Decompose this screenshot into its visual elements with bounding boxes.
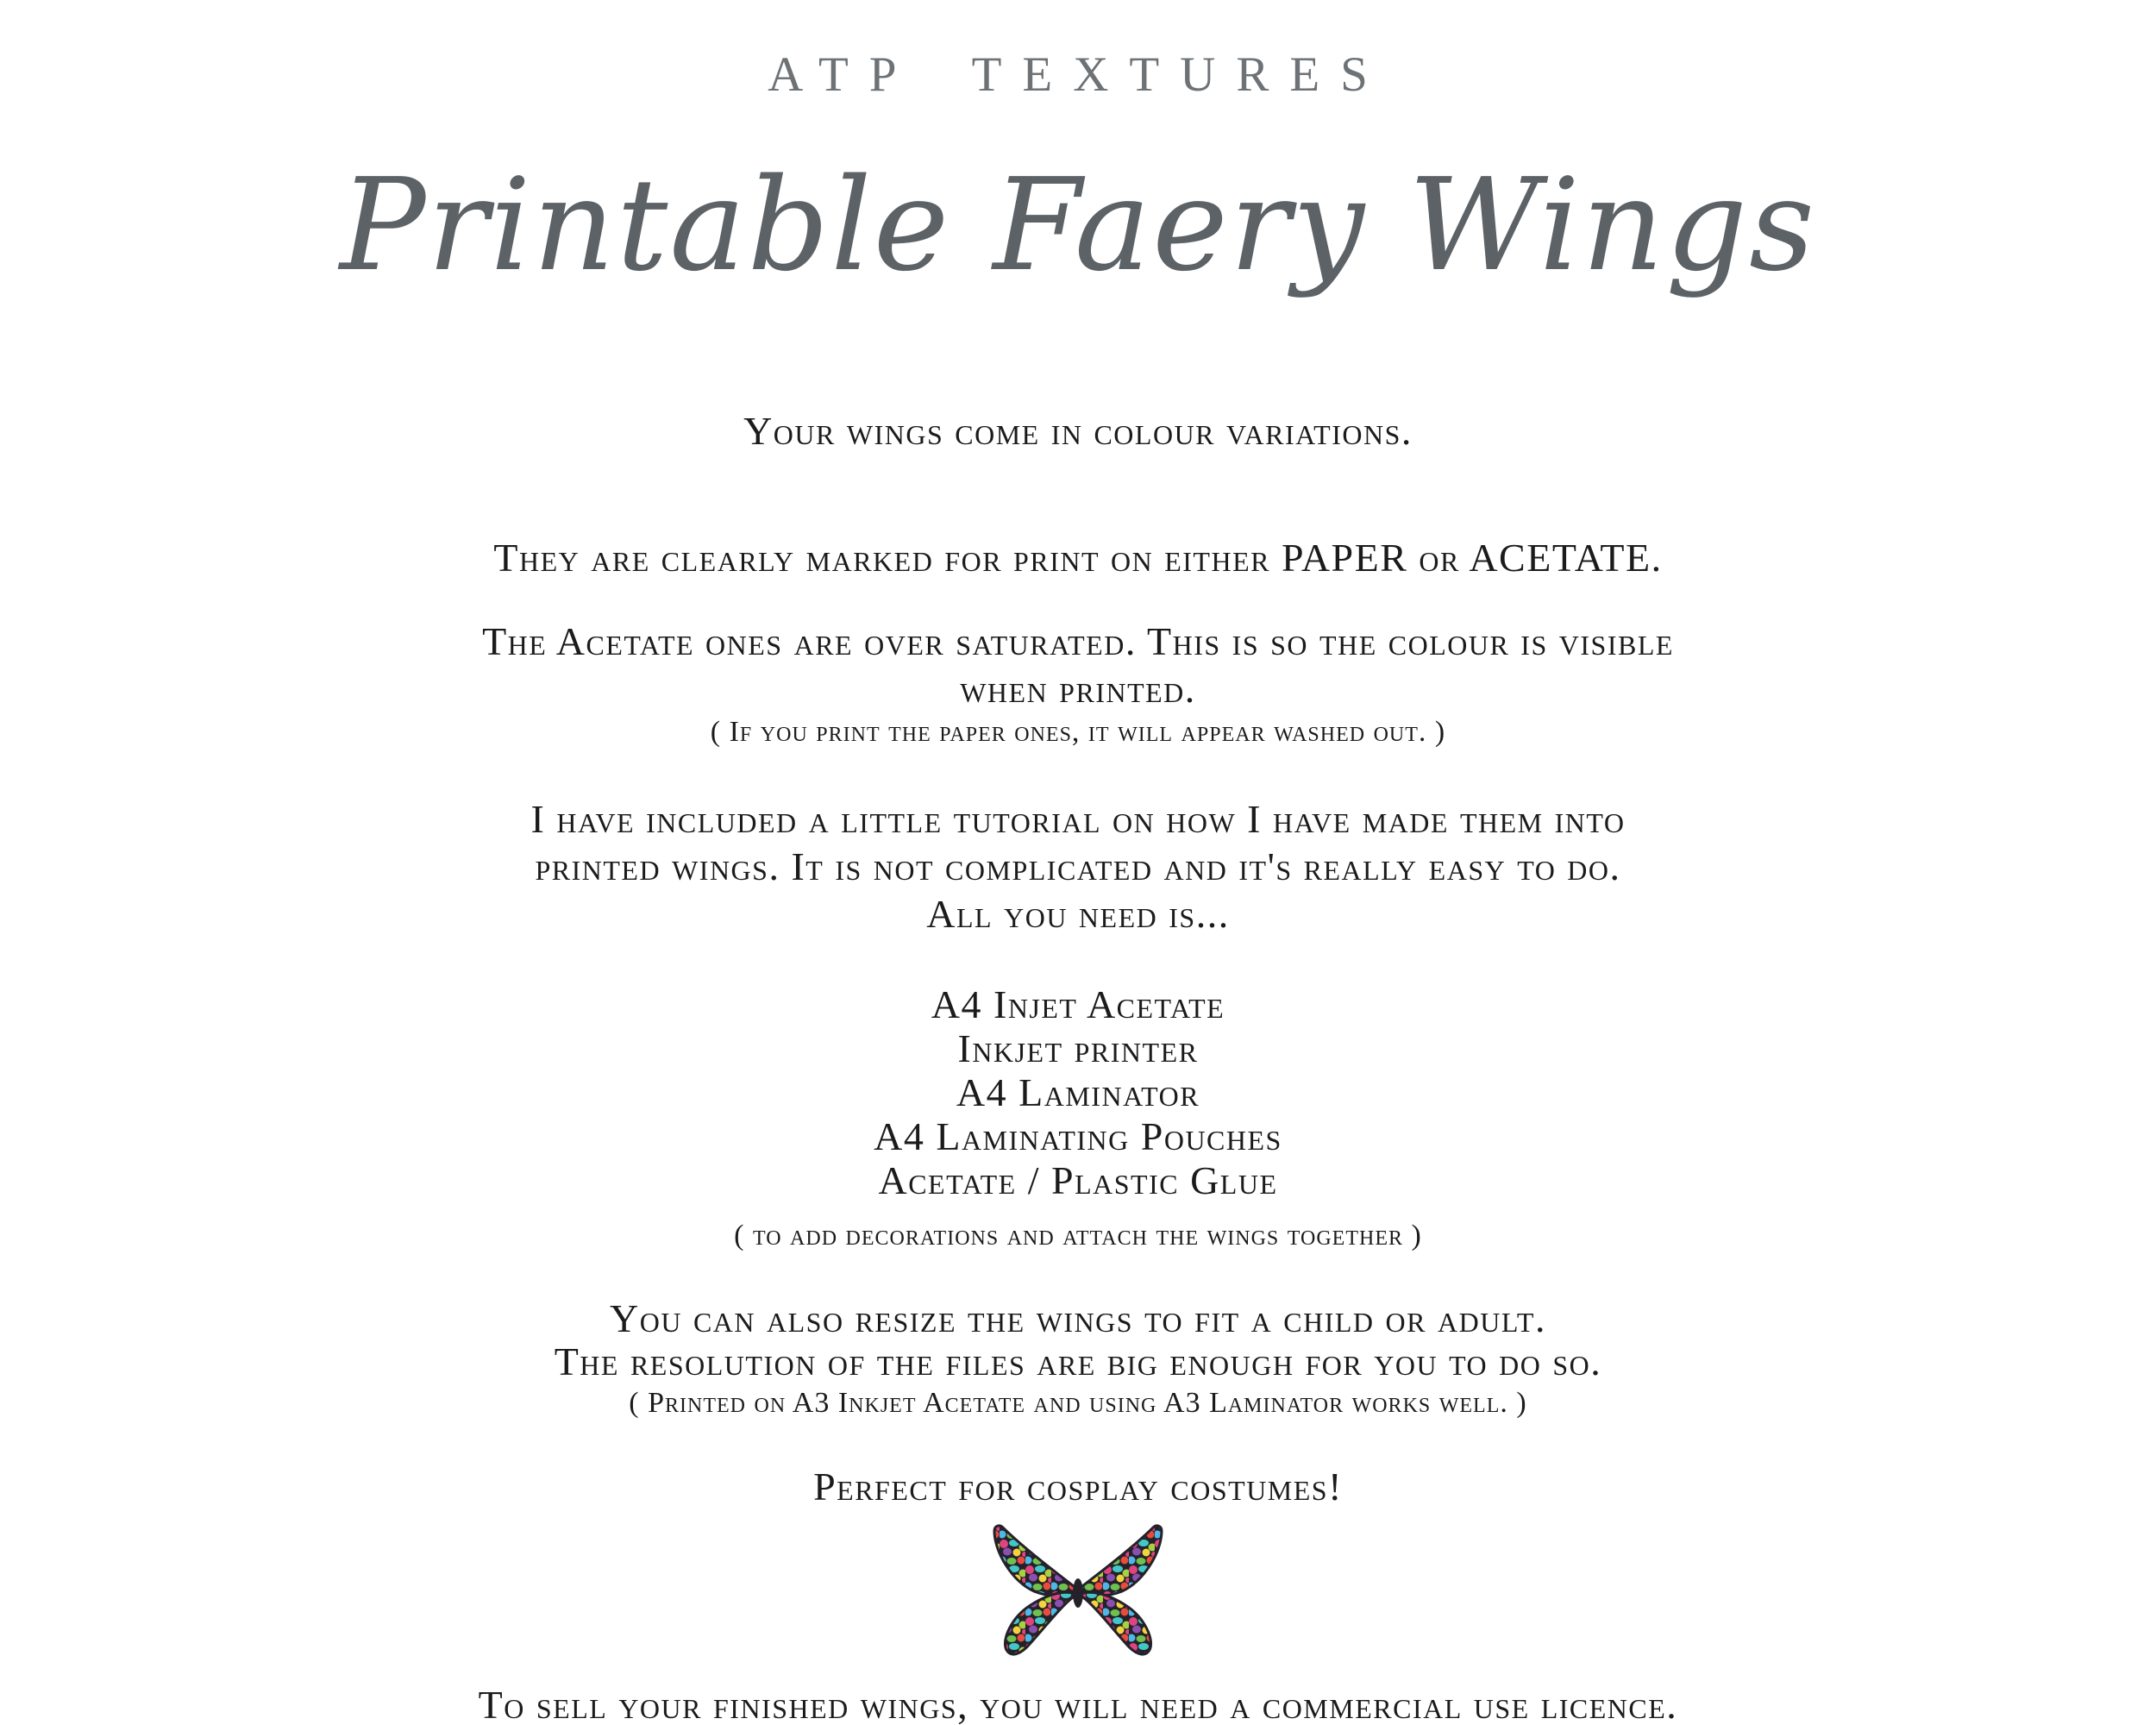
supply-item: A4 Injet Acetate [931, 982, 1225, 1026]
resize-line-1: You can also resize the wings to fit a child or adult. [610, 1296, 1546, 1340]
cosplay-line: Perfect for cosplay costumes! [813, 1465, 1343, 1509]
intro-line: Your wings come in colour variations. [743, 409, 1413, 453]
supply-item: A4 Laminating Pouches [874, 1114, 1282, 1158]
resize-note: ( Printed on A3 Inkjet Acetate and using A3 Laminator works well. ) [629, 1387, 1527, 1419]
upper-right-wing [1078, 1526, 1162, 1596]
lower-left-wing [1005, 1592, 1076, 1654]
acetate-line-1: The Acetate ones are over saturated. This is so the colour is visible [482, 619, 1674, 663]
supplies-note: ( to add decorations and attach the wings together ) [734, 1220, 1422, 1251]
upper-left-wing [994, 1526, 1078, 1596]
wing-body [1073, 1578, 1083, 1608]
lower-right-wing [1080, 1592, 1151, 1654]
acetate-note: ( If you print the paper ones, it will appear washed out. ) [710, 716, 1446, 748]
tutorial-paragraph [0, 795, 2156, 938]
supplies-list [0, 982, 2156, 1202]
marked-line: They are clearly marked for print on either PAPER or ACETATE. [493, 536, 1663, 580]
brand-name: ATP TEXTURES [768, 47, 1388, 102]
supply-item: Acetate / Plastic Glue [878, 1158, 1278, 1202]
supply-item: Inkjet printer [957, 1026, 1199, 1070]
supply-item: A4 Laminator [956, 1070, 1200, 1114]
acetate-paragraph [0, 618, 2156, 752]
acetate-line-2: when printed. [960, 667, 1196, 711]
tutorial-line-1: I have included a little tutorial on how I have made them into [530, 797, 1626, 841]
faery-wings-illustration [974, 1514, 1182, 1669]
faery-wings-icon [974, 1514, 1182, 1669]
resize-line-2: The resolution of the files are big enough for you to do so. [554, 1339, 1602, 1383]
tutorial-line-2: printed wings. It is not complicated and it's really easy to do. [535, 844, 1621, 888]
resize-paragraph [0, 1297, 2156, 1423]
tutorial-line-3: All you need is... [926, 892, 1230, 936]
licence-line: To sell your finished wings, you will need a commercial use licence. [478, 1683, 1678, 1725]
page-title: Printable Faery Wings [339, 151, 1817, 299]
